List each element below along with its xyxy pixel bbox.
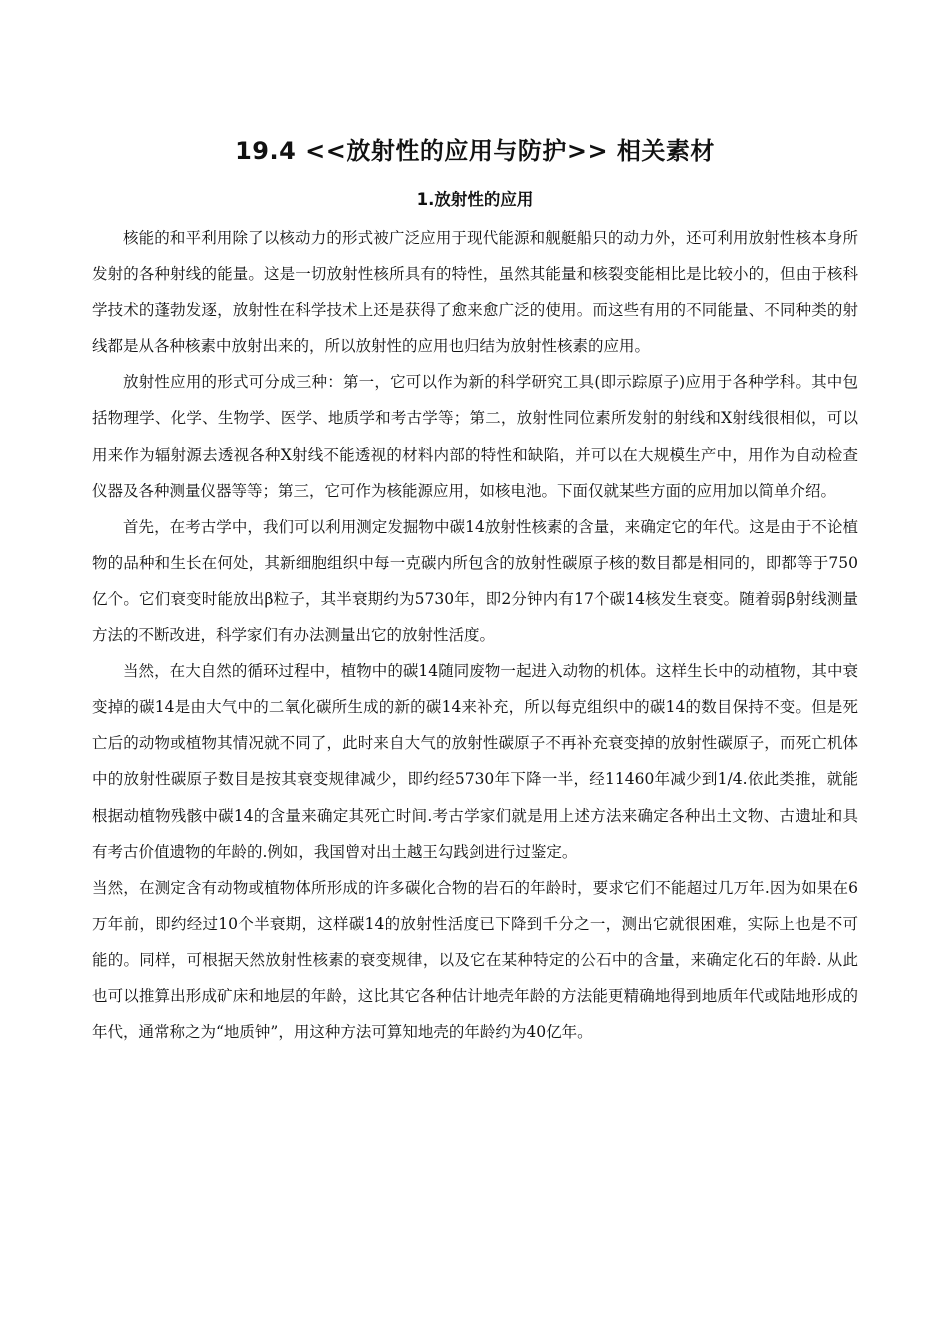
paragraph-application-forms: 放射性应用的形式可分成三种：第一，它可以作为新的科学研究工具(即示踪原子)应用于各种学科。其中包括物理学、化学、生物学、医学、地质学和考古学等；第二，放射性同位素所发射的射线和X射线很相似，可以用来作为辐射源去透视各种X射线不能透视的材料内部的特性和缺陷，并可以在大规模生产中，用作为自动检查仪器及各种测量仪器等等；第三，它可作为核能源应用，如核电池。下面仅就某些方面的应用加以简单介绍。 [92,373,858,500]
paragraph-geological-clock: 当然，在测定含有动物或植物体所形成的许多碳化合物的岩石的年龄时，要求它们不能超过几万年.因为如果在6万年前，即约经过10个半衰期，这样碳14的放射性活度已下降到千分之一，测出它就很困难，实际上也是不可能的。同样，可根据天然放射性核素的衰变规律，以及它在某种特定的公石中的含量，来确定化石的年龄. 从此也可以推算出形成矿床和地层的年龄，这比其它各种估计地壳年龄的方法能更精确地得到地质年代或陆地形成的年代，通常称之为“地质钟”，用这种方法可算知地壳的年龄约为40亿年。 [92,878,858,1042]
paragraph-carbon-cycle: 当然，在大自然的循环过程中，植物中的碳14随同废物一起进入动物的机体。这样生长中的动植物，其中衰变掉的碳14是由大气中的二氧化碳所生成的新的碳14来补充，所以每克组织中的碳14的数目保持不变。但是死亡后的动物或植物其情况就不同了，此时来自大气的放射性碳原子不再补充衰变掉的放射性碳原子，而死亡机体中的放射性碳原子数目是按其衰变规律减少，即约经5730年下降一半，经11460年减少到1/4.依此类推，就能根据动植物残骸中碳14的含量来确定其死亡时间.考古学家们就是用上述方法来确定各种出土文物、古遗址和具有考古价值遗物的年龄的.例如，我国曾对出土越王勾践剑进行过鉴定。 [92,662,858,861]
section-heading: 1.放射性的应用 [416,190,534,209]
paragraph-carbon-dating: 首先，在考古学中，我们可以利用测定发掘物中碳14放射性核素的含量，来确定它的年代。这是由于不论植物的品种和生长在何处，其新细胞组织中每一克碳内所包含的放射性碳原子核的数目都是相同的，即都等于750亿个。它们衰变时能放出β粒子，其半衰期约为5730年，即2分钟内有17个碳14核发生衰变。随着弱β射线测量方法的不断改进，科学家们有办法测量出它的放射性活度。 [92,517,858,645]
document-body [92,220,858,1050]
paragraph-nuclear-energy-use: 核能的和平利用除了以核动力的形式被广泛应用于现代能源和舰艇船只的动力外，还可利用放射性核本身所发射的各种射线的能量。这是一切放射性核所具有的特性，虽然其能量和核裂变能相比是比较小的，但由于核科学技术的蓬勃发逐，放射性在科学技术上还是获得了愈来愈广泛的使用。而这些有用的不同能量、不同种类的射线都是从各种核素中放射出来的，所以放射性的应用也归结为放射性核素的应用。 [92,229,858,356]
document-title: 19.4 <<放射性的应用与防护>> 相关素材 [235,137,715,165]
